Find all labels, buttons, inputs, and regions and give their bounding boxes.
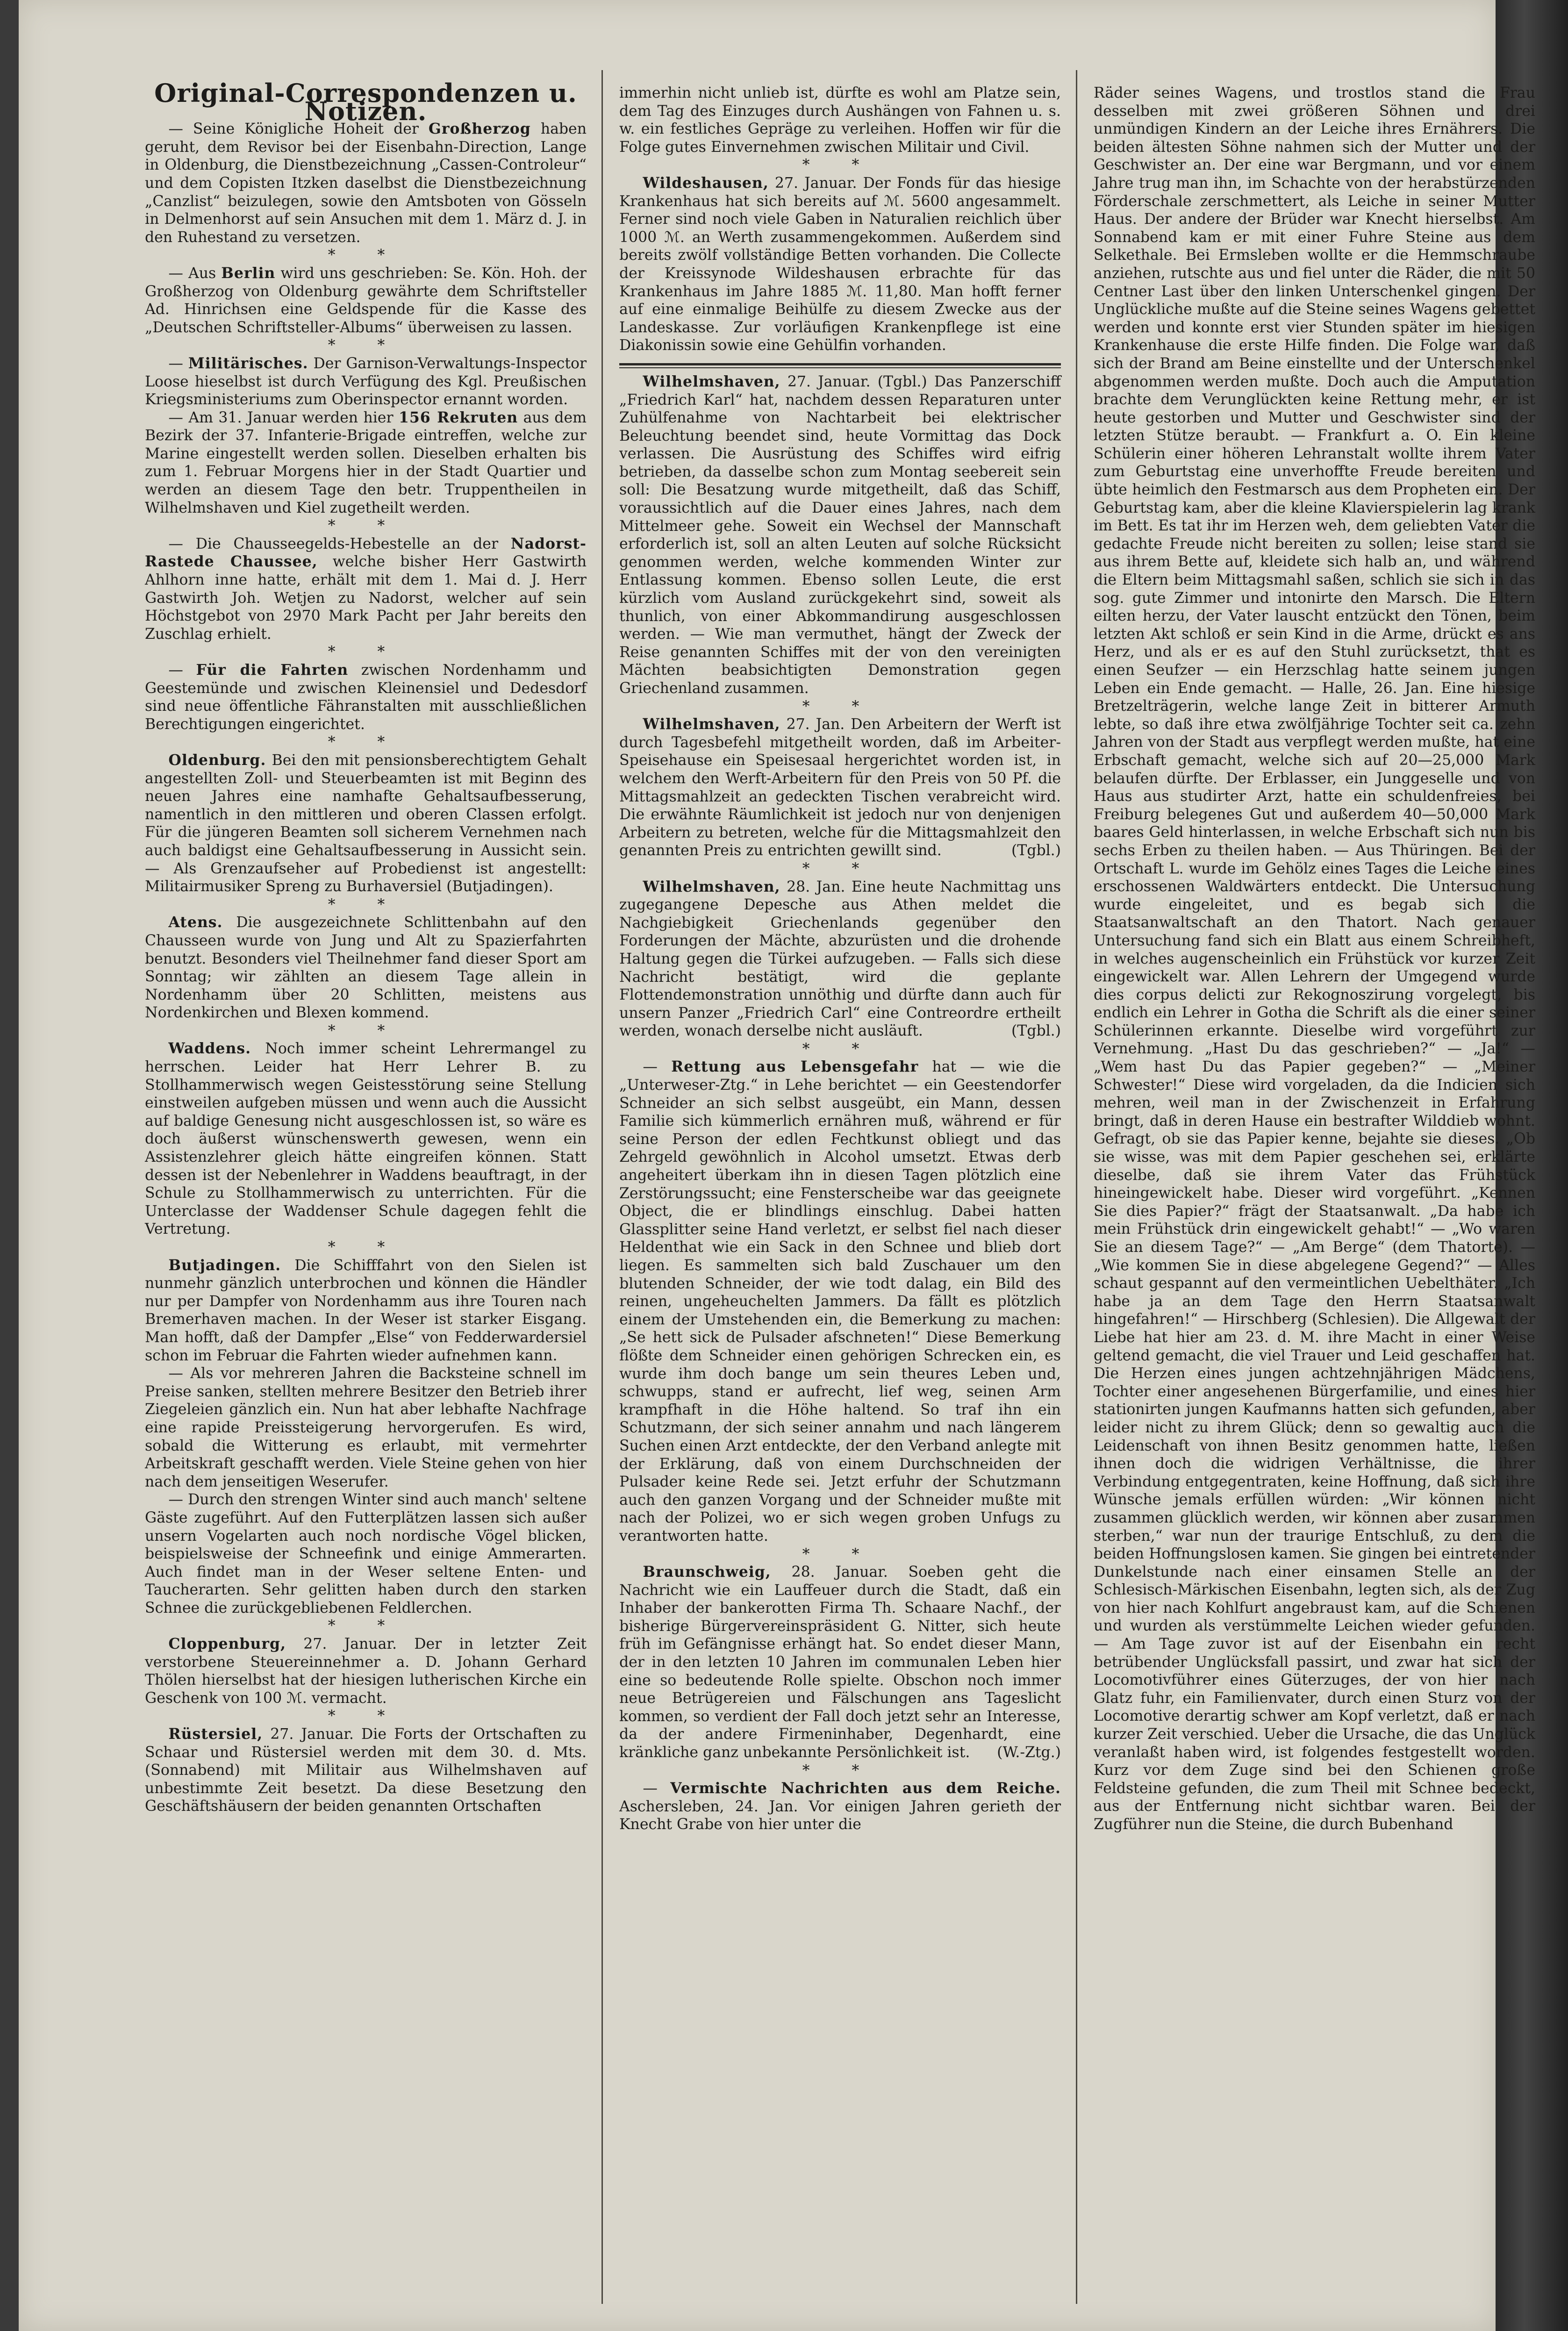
item-text: — Durch den strengen Winter sind auch manch' seltene Gäste zugeführt. Auf den Futterplätzen lassen sich außer unsern Vogelarten auch noch nordische Vögel blicken, beispielsweise der Schneefink und einige Ammerarten. Auch findet man in der Weser seltene Enten- und Taucherarten. Sehr gelitten haben durch den starken Schnee die zurückgebliebenen Feldlerchen. [145, 1491, 587, 1616]
item-dateline: Wilhelmshaven, [643, 878, 780, 895]
column-3 [1094, 84, 1535, 1834]
item-dateline: Cloppenburg, [168, 1635, 286, 1653]
item-lead: — Die Chausseegelds-Hebestelle an der [168, 535, 511, 552]
separator-asterisks: * * [328, 644, 404, 661]
item-dateline: Wildeshausen, [643, 174, 769, 192]
column-rule [1076, 70, 1077, 2304]
item-text: Noch immer scheint Lehrermangel zu herrschen. Leider hat Herr Lehrer B. zu Stollhammerwisch wegen Geistesstörung seine Stellung einstweilen aufgeben müssen und wenn auch die Aussicht auf baldige Genesung nicht ausgeschlossen ist, so wäre es doch äußerst wünschenswerth gewesen, wenn ein Assistenzlehrer gleich hätte eingreifen können. Statt dessen ist der Nebenlehrer in Waddens beauftragt, in der Schule zu Stollhammerwisch zu unterrichten. Für die Unterclasse der Waddenser Schule dagegen fehlt die Vertretung. [145, 1040, 587, 1238]
news-item [145, 661, 587, 733]
separator-asterisks: * * [328, 517, 404, 535]
item-text: wird uns geschrieben: Se. Kön. Hoh. der Großherzog von Oldenburg gewährte dem Schriftsteller Ad. Hinrichsen eine Geldspende für die Kasse des „Deutschen Schriftsteller-Albums“ überweisen zu lassen. [145, 265, 587, 336]
news-item [145, 409, 587, 517]
news-item [619, 1780, 1061, 1834]
section-divider [619, 363, 1061, 368]
item-text: 28. Januar. Soeben geht die Nachricht wie ein Lauffeuer durch die Stadt, daß ein Inhaber der bankerotten Firma Th. Schaare Nachf., der bisherige Bürgervereinspräsident G. Nitter, sich heute früh im Gefängnisse erhängt hat. So endet dieser Mann, der in den letzten 10 Jahren im communalen Leben hier eine so bedeutende Rolle spielte. Obschon noch immer neue Betrügereien und Fälschungen ans Tageslicht kommen, so verdient der Fall doch jetzt sehr an Interesse, da der andere Firmeninhaber, Degenhardt, eine kränkliche ganz unbekannte Persönlichkeit ist. [619, 1564, 1061, 1761]
item-dateline: Oldenburg. [168, 751, 266, 769]
news-item [145, 265, 587, 336]
column-2-content [619, 84, 1061, 1834]
item-lead: — Am 31. Januar werden hier [168, 409, 399, 426]
separator-asterisks: * * [328, 247, 404, 264]
separator-asterisks: * * [328, 896, 404, 913]
news-item [145, 1725, 587, 1816]
column-1 [145, 78, 587, 1816]
item-text: 27. Januar. (Tgbl.) Das Panzerschiff „Friedrich Karl“ hat, nachdem dessen Reparaturen unter Zuhülfenahme von Nachtarbeit bei elektrischer Beleuchtung beendet sind, heute Vormittag das Dock verlassen. Die Ausrüstung des Schiffes wird eifrig betrieben, da dasselbe schon zum Montag seebereit sein soll: Die Besatzung wurde mitgetheilt, daß das Schiff, voraussichtlich auf die Dauer eines Jahres, nach dem Mittelmeer gehe. Soweit ein Wechsel der Mannschaft erforderlich ist, soll an alten Leuten auf solche Rücksicht genommen werden, welche kommenden Winter zur Entlassung kommen. Ebenso sollen Leute, die erst kürzlich vom Ausland zurückgekehrt sind, soweit als thunlich, von einer Abkommandirung ausgeschlossen werden. — Wie man vermuthet, hängt der Zweck der Reise genannten Schiffes mit der von den vereinigten Mächten beabsichtigten Demonstration gegen Griechenland zusammen. [619, 373, 1061, 697]
separator-asterisks: * * [328, 1239, 404, 1256]
news-item [619, 84, 1061, 156]
item-text: 27. Januar. Der in letzter Zeit verstorbene Steuereinnehmer a. D. Johann Gerhard Thölen hierselbst hat der hiesigen lutherischen Kirche ein Geschenk von 100 ℳ. vermacht. [145, 1636, 587, 1707]
item-dateline: Braunschweig, [643, 1563, 771, 1581]
news-item [619, 1058, 1061, 1545]
news-item [145, 1635, 587, 1707]
news-item [145, 1365, 587, 1491]
separator-asterisks: * * [328, 1708, 404, 1725]
item-dateline: Militärisches. [188, 354, 308, 372]
separator-asterisks: * * [802, 1040, 878, 1058]
news-item [145, 914, 587, 1022]
item-lead: — [168, 662, 196, 679]
item-dateline: Großherzog [428, 120, 531, 138]
item-source: (W.-Ztg.) [997, 1744, 1061, 1761]
item-text: 27. Januar. Die Forts der Ortschaften zu Schaar und Rüstersiel werden mit dem 30. d. Mts. (Sonnabend) mit Militair aus Wilhelmshaven auf unbestimmte Zeit besetzt. Da diese Besetzung den Geschäftshäusern der beiden genannten Ortschaften [145, 1726, 587, 1815]
news-item [145, 120, 587, 246]
item-text: 28. Jan. Eine heute Nachmittag uns zugegangene Depesche aus Athen meldet die Nachgiebigkeit Griechenlands gegenüber den Forderungen der Mächte, abzurüsten und die drohende Haltung gegen die Türkei aufzugeben. — Falls sich diese Nachricht bestätigt, wird die geplante Flottendemonstration unnöthig und dürfte dann auch für unsern Panzer „Friedrich Carl“ eine Contreordre ertheilt werden, wonach derselbe nicht ausläuft. [619, 878, 1061, 1040]
news-item [145, 1257, 587, 1365]
item-text: — Als vor mehreren Jahren die Backsteine schnell im Preise sanken, stellten mehrere Besitzer den Betrieb ihrer Ziegeleien gänzlich ein. Nun hat aber lebhafte Nachfrage eine rapide Preissteigerung hervorgerufen. Es wird, sobald die Witterung es erlaubt, mit vermehrter Arbeitskraft geschafft werden. Viele Steine gehen von hier nach dem jenseitigen Weserufer. [145, 1365, 587, 1490]
item-text: haben geruht, dem Revisor bei der Eisenbahn-Direction, Lange in Oldenburg, die Dienstbezeichnung „Cassen-Controleur“ und dem Copisten Itzken daselbst die Dienstbezeichnung „Canzlist“ beizulegen, sowie den Amtsboten von Gösseln in Delmenhorst auf sein Ansuchen mit dem 1. März d. J. in den Ruhestand zu versetzen. [145, 121, 587, 246]
item-dateline: Wilhelmshaven, [643, 715, 780, 733]
news-item [1094, 84, 1535, 1834]
item-dateline: Wilhelmshaven, [643, 372, 780, 390]
column-1-content [145, 120, 587, 1816]
item-text: Bei den mit pensionsberechtigtem Gehalt angestellten Zoll- und Steuerbeamten ist mit Beginn des neuen Jahres eine namhafte Gehaltsaufbesserung, namentlich in den mittleren und oberen Classen erfolgt. Für die jüngeren Beamten soll sicherem Vernehmen nach auch baldigst eine Gehaltsaufbesserung in Aussicht sein. — Als Grenzaufseher auf Probedienst ist angestellt: Militairmusiker Spreng zu Burhaversiel (Butjadingen). [145, 751, 587, 895]
item-text: 27. Jan. Den Arbeitern der Werft ist durch Tagesbefehl mitgetheilt worden, daß im Arbeiter-Speisehause ein Speisesaal hergerichtet worden ist, in welchem den Werft-Arbeitern für den Preis von 50 Pf. die Mittagsmahlzeit an gedeckten Tischen verabreicht wird. Die erwähnte Räumlichkeit ist jedoch nur von denjenigen Arbeitern zu betreten, welche für die Mittagsmahlzeit den genannten Preis zu entrichten gewillt sind. [619, 716, 1061, 859]
separator-asterisks: * * [328, 734, 404, 751]
news-item [145, 1040, 587, 1238]
news-item [145, 535, 587, 644]
item-text: aus dem Bezirk der 37. Infanterie-Brigade eintreffen, welche zur Marine eingestellt werden sollen. Dieselben erhalten bis zum 1. Februar Morgens hier in der Stadt Quartier und werden an diesem Tage den betr. Truppentheilen in Wilhelmshaven und Kiel zugetheilt werden. [145, 409, 587, 516]
item-text: Der Garnison-Verwaltungs-Inspector Loose hieselbst ist durch Verfügung des Kgl. Preußischen Kriegsministeriums zum Oberinspector ernannt worden. [145, 355, 587, 408]
column-2 [619, 84, 1061, 1834]
item-text: welche bisher Herr Gastwirth Ahlhorn inne hatte, erhält mit dem 1. Mai d. J. Herr Gastwirth Joh. Wetjen zu Nadorst, welcher auf sein Höchstgebot von 2970 Mark Pacht per Jahr bereits den Zuschlag erhielt. [145, 553, 587, 643]
item-dateline: Rettung aus Lebensgefahr [671, 1058, 919, 1076]
column-3-content [1094, 84, 1535, 1834]
item-text: immerhin nicht unlieb ist, dürfte es wohl am Platze sein, dem Tag des Einzuges durch Aushängen von Fahnen u. s. w. ein festliches Gepräge zu verleihen. Hoffen wir für die Folge gutes Einvernehmen zwischen Militair und Civil. [619, 85, 1061, 156]
news-item [619, 715, 1061, 860]
item-source: (Tgbl.) [1011, 842, 1061, 859]
item-lead: — [643, 1780, 671, 1797]
item-dateline: Berlin [221, 264, 276, 282]
item-text: Die ausgezeichnete Schlittenbahn auf den Chausseen wurde von Jung und Alt zu Spazierfahrten benutzt. Besonders viel Theilnehmer fand dieser Sport am Sonntag; wir zählten an diesem Tage allein in Nordenhamm über 20 Schlitten, meistens aus Nordenkirchen und Blexen kommend. [145, 914, 587, 1022]
item-lead: — Aus [168, 265, 222, 282]
news-item [145, 1491, 587, 1617]
item-dateline: Atens. [168, 914, 223, 931]
item-text: Die Schifffahrt von den Sielen ist nunmehr gänzlich unterbrochen und können die Händler nur per Dampfer von Nordenhamm aus ihre Touren nach Bremerhaven machen. In der Weser ist starker Eisgang. Man hofft, daß der Dampfer „Else“ von Fedderwardersiel schon im Februar die Fahrten wieder aufnehmen kann. [145, 1257, 587, 1364]
separator-asterisks: * * [328, 337, 404, 354]
news-item [619, 174, 1061, 355]
item-dateline: Butjadingen. [168, 1256, 281, 1274]
news-item [619, 1563, 1061, 1762]
item-dateline: 156 Rekruten [398, 408, 518, 426]
separator-asterisks: * * [802, 1762, 878, 1779]
separator-asterisks: * * [328, 1617, 404, 1635]
item-text: Räder seines Wagens, und trostlos stand die Frau desselben mit zwei größeren Söhnen und drei unmündigen Kindern an der Leiche ihres Ernährers. Die beiden ältesten Söhne nahmen sich der Mutter und der Geschwister an. Der eine war Bergmann, und vor einem Jahre trug man ihn, im Schachte von der herabstürzenden Förderschale zerschmettert, als Leiche in seiner Mutter Haus. Der andere der Brüder war Knecht hierselbst. Am Sonnabend kam er mit einer Fuhre Steine aus dem Selkethale. Bei Ermsleben wollte er die Hemmschraube anziehen, rutschte aus und fiel unter die Räder, die mit 50 Centner Last über den linken Unterschenkel gingen. Der Unglückliche mußte auf die Steine seines Wagens gebettet werden und konnte erst vier Stunden später im hiesigen Krankenhause die erste Hilfe finden. Die Folge war, daß sich der Brand am Beine einstellte und der Unterschenkel abgenommen werden mußte. Doch auch die Amputation brachte dem Verunglückten keine Rettung mehr, er ist heute gestorben und Mutter und Geschwister sind der letzten Stütze beraubt. — Frankfurt a. O. Ein kleine Schülerin einer höheren Lehranstalt wollte ihrem Vater zum Geburtstag eine unverhoffte Freude bereiten und übte heimlich den Festmarsch aus dem Propheten ein. Der Geburtstag kam, aber die kleine Klavierspielerin lag krank im Bett. Es tat ihr im Herzen weh, dem geliebten Vater die gedachte Freude nicht bereiten zu sollen; leise stand sie aus ihrem Bette auf, kleidete sich halb an, und während die Eltern beim Mittagsmahl saßen, schlich sie sich in das sog. gute Zimmer und intonirte den Marsch. Die Eltern eilten herzu, der Vater lauscht entzückt den Tönen, beim letzten Akt schloß er sein Kind in die Arme, drückt es ans Herz, und als er es auf den Stuhl zurücksetzt, that es einen Seufzer — ein Herzschlag hatte seinem jungen Leben ein Ende gemacht. — Halle, 26. Jan. Eine hiesige Bretzelträgerin, welche lange Zeit in bitterer Armuth lebte, so daß ihre etwa zwölfjährige Tochter seit ca. zehn Jahren von der Stadt aus verpflegt werden mußte, hat eine Erbschaft gemacht, welche sich auf 20—25,000 Mark belaufen dürfte. Der Erblasser, ein Junggeselle und von Haus aus studirter Arzt, hatte ein schuldenfreies, bei Freiburg belegenes Gut und außerdem 40—50,000 Mark baares Geld hinterlassen, in welche Erbschaft sich nun bis sechs Erben zu theilen haben. — Aus Thüringen. Bei der Ortschaft L. wurde im Gehölz eines Tages die Leiche eines erschossenen Waldwärters entdeckt. Die Untersuchung wurde eingeleitet, und es begab sich die Staatsanwaltschaft an den Thatort. Nach genauer Untersuchung fand sich ein Blatt aus einem Schreibheft, in welches augenscheinlich ein Frühstück vor kurzer Zeit eingewickelt war. Allen Lehrern der Umgegend wurde dies corpus delicti zur Rekognoszirung vorgelegt, bis endlich ein Lehrer in Gotha die Schrift als die einer seiner Schülerinnen erkannte. Dieselbe wird vorgeführt zur Vernehmung. „Hast Du das geschrieben?“ — „Ja!“ — „Wem hast Du das Papier gegeben?“ — „Meiner Schwester!“ Diese wird vorgeladen, da die Indicien sich mehren, weil man in der Zwischenzeit in Erfahrung bringt, daß in deren Hause ein bestrafter Wilddieb wohnt. Gefragt, ob sie das Papier kenne, bejahte sie dieses. „Ob sie wisse, was mit dem Papier geschehen sei, erklärte dieselbe, daß sie ihrem Vater das Frühstück hineingewickelt habe. Dieser wird vorgeführt. „Kennen Sie dies Papier?“ frägt der Staatsanwalt. „Da habe ich mein Frühstück drin eingewickelt gehabt!“ — „Wo waren Sie an diesem Tage?“ — „Am Berge“ (dem Thatorte). — „Wie kommen Sie in diese abgelegene Gegend?“ — Alles schaut gespannt auf den vermeintlichen Uebelthäter. „Ich habe ja an dem Tage den Herrn Staatsanwalt hingefahren!“ — Hirschberg (Schlesien). Die Allgewalt der Liebe hat hier am 23. d. M. ihre Macht in einer Weise geltend gemacht, die viel Trauer und Leid geschaffen hat. Die Herzen eines jungen achtzehnjährigen Mädchens, Tochter einer angesehenen Bürgerfamilie, und eines hier stationirten jungen Kaufmanns hatten sich gefunden, aber leider nicht zu ihrem Glück; denn so gewaltig auch die Leidenschaft von ihnen Besitz genommen hatte, ließen ihnen doch die widrigen Verhältnisse, die ihrer Verbindung entgegentraten, keine Hoffnung, daß sich ihre Wünsche jemals erfüllen würden: „Wir können nicht zusammen glücklich werden, wir können aber zusammen sterben,“ war nun der traurige Entschluß, zu dem die beiden Hoffnungslosen kamen. Sie gingen bei eintretender Dunkelstunde nach einer einsamen Stelle an der Schlesisch-Märkischen Eisenbahn, legten sich, als der Zug von hier nach Kohlfurt angebraust kam, auf die Schienen und wurden als verstümmelte Leichen wieder gefunden. — Am Tage zuvor ist auf der Eisenbahn ein recht betrübender Unglücksfall passirt, und zwar hat sich der Locomotivführer eines Güterzuges, der von hier nach Glatz fuhr, ein Familienvater, durch einen Sturz von der Locomotive derartig schwer am Kopf verletzt, daß er nach kurzer Zeit verschied. Ueber die Ursache, die das Unglück veranlaßt haben wird, ist folgendes festgestellt worden. Kurz vor dem Zuge sind bei den Schienen große Feldsteine gefunden, die zum Theil mit Schnee bedeckt, aus der Entfernung nicht sichtbar waren. Bei der Zugführer nun die Steine, die durch Bubenhand [1094, 85, 1535, 1833]
item-source: (Tgbl.) [1011, 1022, 1061, 1040]
news-item [619, 878, 1061, 1040]
item-dateline: Nadorst-Rastede Chaussee, [145, 535, 587, 571]
item-dateline: Waddens. [168, 1040, 251, 1058]
column-rule [601, 70, 603, 2304]
separator-asterisks: * * [328, 1022, 404, 1039]
item-dateline: Vermischte Nachrichten aus dem Reiche. [670, 1780, 1061, 1797]
separator-asterisks: * * [802, 860, 878, 877]
news-item [145, 355, 587, 409]
item-dateline: Für die Fahrten [196, 661, 349, 679]
news-item [619, 373, 1061, 698]
separator-asterisks: * * [802, 698, 878, 715]
item-text: 27. Januar. Der Fonds für das hiesige Krankenhaus hat sich bereits auf ℳ. 5600 angesammelt. Ferner sind noch viele Gaben in Naturalien reichlich über 1000 ℳ. an Werth zusammengekommen. Außerdem sind bereits zwölf vollständige Betten vorhanden. Die Collecte der Kreissynode Wildeshausen erbrachte für das Krankenhaus im Jahre 1885 ℳ. 11,80. Man hofft ferner auf eine einmalige Beihülfe zu diesem Zwecke aus der Landeskasse. Zur vorläufigen Krankenpflege ist eine Diakonissin sowie eine Gehülfin vorhanden. [619, 174, 1061, 354]
item-text: zwischen Nordenhamm und Geestemünde und zwischen Kleinensiel und Dedesdorf sind neue öffentliche Fähranstalten mit ausschließlichen Berechtigungen eingerichtet. [145, 662, 587, 733]
section-masthead: Original-Correspondenzen u. Notizen. [154, 78, 577, 126]
news-item [145, 751, 587, 896]
item-text: Aschersleben, 24. Jan. Vor einigen Jahren gerieth der Knecht Grabe von hier unter die [619, 1798, 1061, 1833]
separator-asterisks: * * [802, 157, 878, 174]
item-text: hat — wie die „Unterweser-Ztg.“ in Lehe berichtet — ein Geestendorfer Schneider an sich selbst ausgeübt, ein Mann, dessen Familie sich kümmerlich ernähren muß, während er für seine Person der edlen Fechtkunst obliegt und das Zehrgeld gewöhnlich in Alcohol umsetzt. Etwas derb angeheitert überkam ihn in diesen Tagen plötzlich eine Zerstörungssucht; eine Fensterscheibe war das geeignete Object, die er blindlings einschlug. Dabei hatten Glassplitter seine Hand verletzt, er selbst fiel nach dieser Heldenthat wie ein Sack in den Schnee und blieb dort liegen. Es sammelten sich bald Zuschauer um den blutenden Schneider, der wie todt dalag, ein Bild des reinen, ungeheuchelten Jammers. Da fällt es plötzlich einem der Umstehenden ein, die Bemerkung zu machen: „Se hett sick de Pulsader afschneten!“ Diese Bemerkung flößte dem Schneider einen gehörigen Schrecken ein, es wurde ihm doch bange um sein theures Leben und, schwupps, stand er aufrecht, lief weg, seinen Arm krampfhaft in die Höhe haltend. So traf ihn ein Schutzmann, der sich seiner annahm und nach längerem Suchen einen Arzt entdeckte, der den Verband anlegte mit der Erklärung, daß von einem Durchschneiden der Pulsader keine Rede sei. Jetzt erfuhr der Schutzmann auch den ganzen Vorgang und der Schneider mußte mit nach der Polizei, wo er sich wegen groben Unfugs zu verantworten hatte. [619, 1058, 1061, 1544]
item-lead: — [643, 1058, 672, 1076]
separator-asterisks: * * [802, 1545, 878, 1563]
item-dateline: Rüstersiel, [168, 1725, 263, 1743]
item-lead: — Seine Königliche Hoheit der [168, 121, 429, 138]
item-lead: — [168, 355, 188, 372]
